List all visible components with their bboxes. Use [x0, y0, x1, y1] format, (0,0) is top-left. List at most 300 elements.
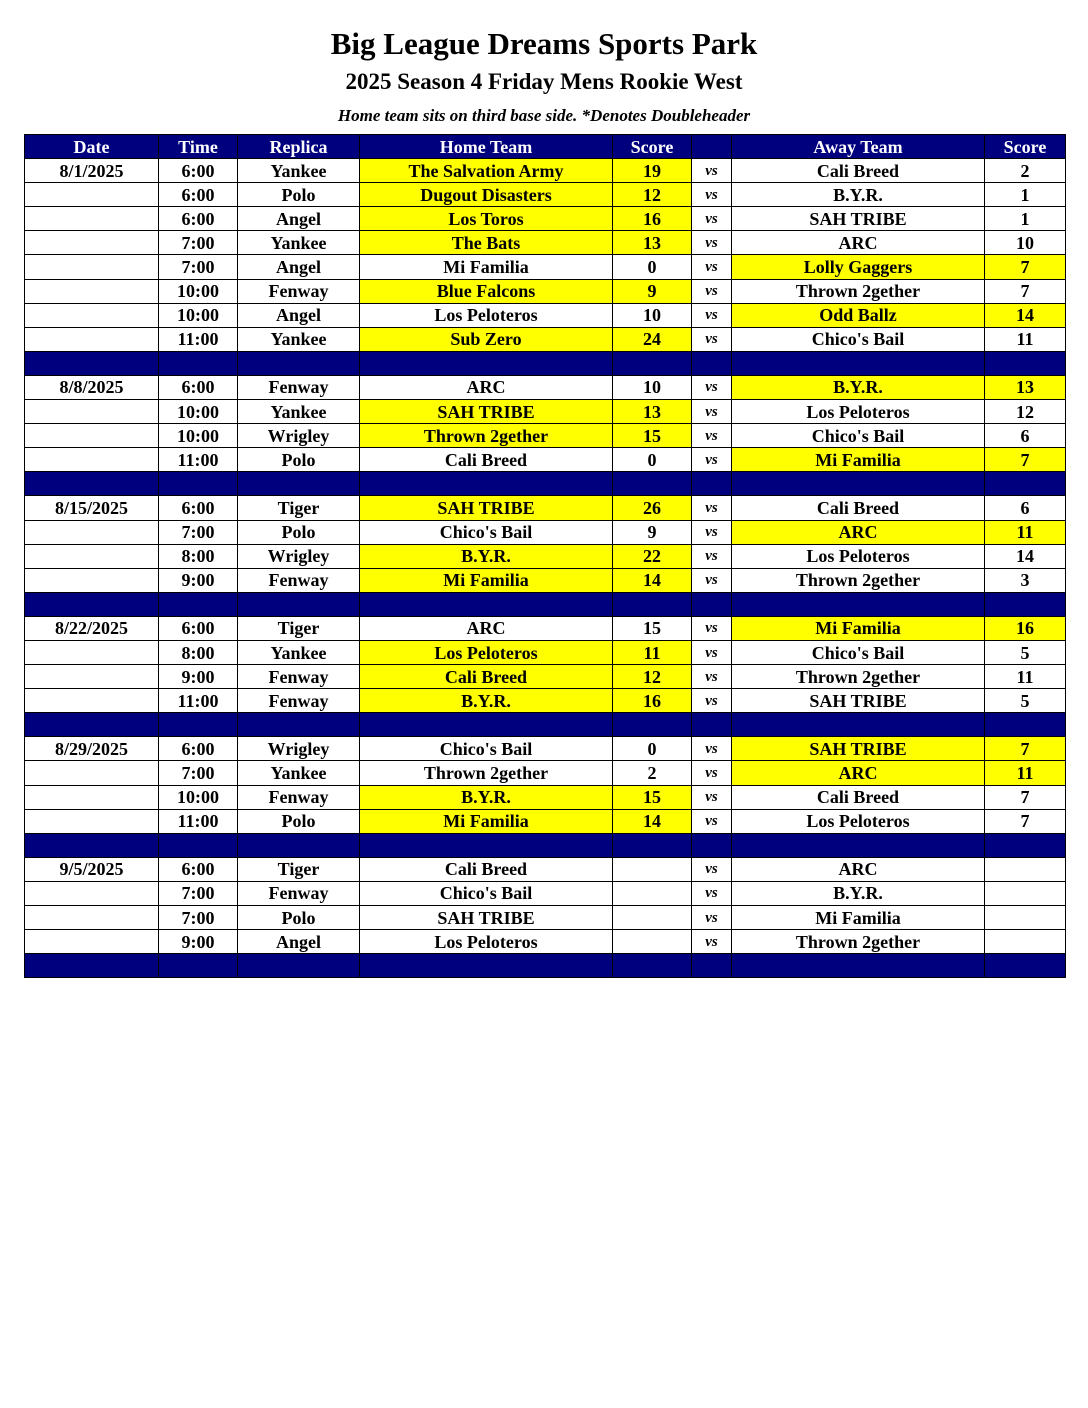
away-score-cell — [985, 881, 1066, 905]
separator-cell — [159, 351, 238, 375]
table-row — [25, 424, 1066, 448]
separator-cell — [25, 592, 159, 616]
separator-cell — [613, 351, 692, 375]
page-subtitle: 2025 Season 4 Friday Mens Rookie West — [345, 69, 743, 94]
away-score-cell: 16 — [985, 616, 1066, 640]
home-team-cell: Sub Zero — [360, 327, 613, 351]
away-team-cell: Thrown 2gether — [732, 279, 985, 303]
vs-cell: vs — [692, 640, 732, 664]
away-score-cell: 13 — [985, 375, 1066, 399]
time-cell: 7:00 — [159, 255, 238, 279]
away-score-cell: 11 — [985, 665, 1066, 689]
home-score-cell: 13 — [613, 400, 692, 424]
home-score-cell: 14 — [613, 568, 692, 592]
away-score-cell: 14 — [985, 544, 1066, 568]
replica-cell: Yankee — [238, 327, 360, 351]
away-score-cell: 7 — [985, 279, 1066, 303]
home-score-cell: 10 — [613, 375, 692, 399]
separator-cell — [360, 472, 613, 496]
date-cell — [25, 881, 159, 905]
replica-cell: Fenway — [238, 881, 360, 905]
away-score-cell: 7 — [985, 785, 1066, 809]
separator-cell — [732, 592, 985, 616]
time-cell: 7:00 — [159, 761, 238, 785]
time-cell: 10:00 — [159, 279, 238, 303]
home-team-cell: Blue Falcons — [360, 279, 613, 303]
vs-cell: vs — [692, 255, 732, 279]
home-team-cell: Los Peloteros — [360, 930, 613, 954]
table-row — [25, 375, 1066, 399]
table-row — [25, 809, 1066, 833]
away-team-cell: Thrown 2gether — [732, 930, 985, 954]
replica-cell: Wrigley — [238, 424, 360, 448]
time-cell: 8:00 — [159, 640, 238, 664]
away-team-cell: Odd Ballz — [732, 303, 985, 327]
separator-cell — [732, 713, 985, 737]
table-row — [25, 761, 1066, 785]
vs-cell: vs — [692, 496, 732, 520]
separator-cell — [692, 351, 732, 375]
replica-cell: Wrigley — [238, 737, 360, 761]
separator-cell — [732, 833, 985, 857]
week-separator-row — [25, 592, 1066, 616]
home-score-cell: 13 — [613, 231, 692, 255]
separator-cell — [613, 713, 692, 737]
home-score-cell: 14 — [613, 809, 692, 833]
time-cell: 6:00 — [159, 496, 238, 520]
date-cell — [25, 761, 159, 785]
away-team-cell: Thrown 2gether — [732, 568, 985, 592]
separator-cell — [692, 713, 732, 737]
home-score-cell: 12 — [613, 665, 692, 689]
date-cell — [25, 207, 159, 231]
table-row — [25, 930, 1066, 954]
home-score-cell: 12 — [613, 183, 692, 207]
separator-cell — [985, 351, 1066, 375]
vs-cell: vs — [692, 183, 732, 207]
vs-cell: vs — [692, 737, 732, 761]
table-row — [25, 231, 1066, 255]
home-score-cell: 15 — [613, 785, 692, 809]
separator-cell — [732, 472, 985, 496]
separator-cell — [985, 954, 1066, 978]
away-score-cell — [985, 857, 1066, 881]
date-cell — [25, 400, 159, 424]
vs-cell: vs — [692, 785, 732, 809]
column-header-date: Date — [25, 135, 159, 159]
away-team-cell: Cali Breed — [732, 496, 985, 520]
replica-cell: Fenway — [238, 665, 360, 689]
away-team-cell: ARC — [732, 520, 985, 544]
separator-cell — [613, 833, 692, 857]
time-cell: 7:00 — [159, 520, 238, 544]
home-team-cell: Thrown 2gether — [360, 761, 613, 785]
replica-cell: Fenway — [238, 375, 360, 399]
vs-cell: vs — [692, 207, 732, 231]
separator-cell — [159, 833, 238, 857]
away-team-cell: Cali Breed — [732, 785, 985, 809]
table-row — [25, 689, 1066, 713]
away-team-cell: B.Y.R. — [732, 375, 985, 399]
vs-cell: vs — [692, 761, 732, 785]
vs-cell: vs — [692, 279, 732, 303]
away-team-cell: Mi Familia — [732, 448, 985, 472]
away-team-cell: B.Y.R. — [732, 881, 985, 905]
home-score-cell — [613, 906, 692, 930]
separator-cell — [25, 954, 159, 978]
table-row — [25, 279, 1066, 303]
date-cell — [25, 424, 159, 448]
home-score-cell — [613, 881, 692, 905]
column-header-vs — [692, 135, 732, 159]
time-cell: 9:00 — [159, 930, 238, 954]
vs-cell: vs — [692, 327, 732, 351]
separator-cell — [360, 351, 613, 375]
replica-cell: Angel — [238, 930, 360, 954]
home-team-cell: B.Y.R. — [360, 689, 613, 713]
away-team-cell: SAH TRIBE — [732, 207, 985, 231]
away-team-cell: Mi Familia — [732, 616, 985, 640]
home-team-cell: B.Y.R. — [360, 785, 613, 809]
away-score-cell: 10 — [985, 231, 1066, 255]
week-separator-row — [25, 472, 1066, 496]
separator-cell — [732, 351, 985, 375]
away-team-cell: Mi Familia — [732, 906, 985, 930]
date-cell: 8/29/2025 — [25, 737, 159, 761]
separator-cell — [360, 954, 613, 978]
time-cell: 7:00 — [159, 881, 238, 905]
away-score-cell: 5 — [985, 640, 1066, 664]
away-team-cell: ARC — [732, 231, 985, 255]
table-row — [25, 303, 1066, 327]
home-team-cell: Mi Familia — [360, 568, 613, 592]
home-score-cell: 11 — [613, 640, 692, 664]
separator-cell — [692, 472, 732, 496]
replica-cell: Fenway — [238, 279, 360, 303]
away-score-cell: 1 — [985, 207, 1066, 231]
separator-cell — [238, 713, 360, 737]
week-separator-row — [25, 713, 1066, 737]
time-cell: 9:00 — [159, 568, 238, 592]
replica-cell: Tiger — [238, 857, 360, 881]
replica-cell: Polo — [238, 906, 360, 930]
away-team-cell: Chico's Bail — [732, 424, 985, 448]
time-cell: 10:00 — [159, 400, 238, 424]
home-team-cell: Dugout Disasters — [360, 183, 613, 207]
home-team-cell: SAH TRIBE — [360, 496, 613, 520]
separator-cell — [159, 592, 238, 616]
away-team-cell: SAH TRIBE — [732, 737, 985, 761]
away-score-cell: 11 — [985, 327, 1066, 351]
vs-cell: vs — [692, 568, 732, 592]
time-cell: 6:00 — [159, 737, 238, 761]
separator-cell — [360, 833, 613, 857]
separator-cell — [613, 954, 692, 978]
away-score-cell: 6 — [985, 496, 1066, 520]
time-cell: 9:00 — [159, 665, 238, 689]
date-cell — [25, 183, 159, 207]
separator-cell — [238, 472, 360, 496]
schedule-note: Home team sits on third base side. *Denotes Doubleheader — [337, 106, 751, 125]
replica-cell: Tiger — [238, 616, 360, 640]
table-row — [25, 207, 1066, 231]
column-header-time: Time — [159, 135, 238, 159]
home-score-cell: 10 — [613, 303, 692, 327]
separator-cell — [613, 472, 692, 496]
vs-cell: vs — [692, 520, 732, 544]
separator-cell — [692, 954, 732, 978]
replica-cell: Fenway — [238, 568, 360, 592]
table-row — [25, 400, 1066, 424]
away-score-cell: 14 — [985, 303, 1066, 327]
separator-cell — [985, 472, 1066, 496]
time-cell: 6:00 — [159, 159, 238, 183]
vs-cell: vs — [692, 616, 732, 640]
away-team-cell: Los Peloteros — [732, 400, 985, 424]
replica-cell: Yankee — [238, 400, 360, 424]
table-row — [25, 544, 1066, 568]
vs-cell: vs — [692, 809, 732, 833]
away-score-cell: 6 — [985, 424, 1066, 448]
home-team-cell: Mi Familia — [360, 809, 613, 833]
separator-cell — [692, 592, 732, 616]
replica-cell: Angel — [238, 303, 360, 327]
date-cell: 9/5/2025 — [25, 857, 159, 881]
home-team-cell: Chico's Bail — [360, 881, 613, 905]
home-team-cell: The Salvation Army — [360, 159, 613, 183]
home-team-cell: Chico's Bail — [360, 737, 613, 761]
away-score-cell: 11 — [985, 761, 1066, 785]
home-score-cell: 16 — [613, 689, 692, 713]
table-row — [25, 616, 1066, 640]
home-team-cell: Cali Breed — [360, 857, 613, 881]
date-cell — [25, 809, 159, 833]
away-score-cell: 7 — [985, 255, 1066, 279]
date-cell: 8/22/2025 — [25, 616, 159, 640]
time-cell: 11:00 — [159, 448, 238, 472]
vs-cell: vs — [692, 231, 732, 255]
time-cell: 11:00 — [159, 809, 238, 833]
away-team-cell: ARC — [732, 857, 985, 881]
home-score-cell: 15 — [613, 616, 692, 640]
column-header-away-score: Score — [985, 135, 1066, 159]
table-row — [25, 448, 1066, 472]
table-header-row — [25, 135, 1066, 159]
vs-cell: vs — [692, 400, 732, 424]
date-cell — [25, 640, 159, 664]
table-row — [25, 159, 1066, 183]
table-row — [25, 640, 1066, 664]
table-row — [25, 520, 1066, 544]
away-team-cell: Thrown 2gether — [732, 665, 985, 689]
away-team-cell: ARC — [732, 761, 985, 785]
replica-cell: Angel — [238, 207, 360, 231]
replica-cell: Polo — [238, 520, 360, 544]
vs-cell: vs — [692, 689, 732, 713]
away-score-cell: 7 — [985, 448, 1066, 472]
table-row — [25, 737, 1066, 761]
vs-cell: vs — [692, 424, 732, 448]
separator-cell — [159, 713, 238, 737]
separator-cell — [238, 351, 360, 375]
separator-cell — [159, 472, 238, 496]
separator-cell — [732, 954, 985, 978]
away-score-cell: 5 — [985, 689, 1066, 713]
week-separator-row — [25, 833, 1066, 857]
date-cell — [25, 520, 159, 544]
date-cell — [25, 231, 159, 255]
date-cell — [25, 448, 159, 472]
separator-cell — [25, 713, 159, 737]
home-score-cell: 22 — [613, 544, 692, 568]
separator-cell — [985, 592, 1066, 616]
away-team-cell: Cali Breed — [732, 159, 985, 183]
date-cell — [25, 665, 159, 689]
away-score-cell — [985, 906, 1066, 930]
time-cell: 10:00 — [159, 785, 238, 809]
separator-cell — [613, 592, 692, 616]
home-team-cell: Los Toros — [360, 207, 613, 231]
home-team-cell: Los Peloteros — [360, 303, 613, 327]
table-row — [25, 183, 1066, 207]
date-cell: 8/15/2025 — [25, 496, 159, 520]
home-score-cell: 16 — [613, 207, 692, 231]
separator-cell — [238, 592, 360, 616]
time-cell: 7:00 — [159, 231, 238, 255]
table-row — [25, 496, 1066, 520]
replica-cell: Angel — [238, 255, 360, 279]
replica-cell: Yankee — [238, 761, 360, 785]
away-score-cell: 2 — [985, 159, 1066, 183]
date-cell — [25, 930, 159, 954]
table-row — [25, 255, 1066, 279]
replica-cell: Yankee — [238, 640, 360, 664]
separator-cell — [238, 954, 360, 978]
home-score-cell: 26 — [613, 496, 692, 520]
time-cell: 6:00 — [159, 183, 238, 207]
replica-cell: Fenway — [238, 689, 360, 713]
table-row — [25, 665, 1066, 689]
vs-cell: vs — [692, 881, 732, 905]
table-row — [25, 785, 1066, 809]
date-cell — [25, 568, 159, 592]
date-cell: 8/8/2025 — [25, 375, 159, 399]
separator-cell — [238, 833, 360, 857]
date-cell — [25, 279, 159, 303]
vs-cell: vs — [692, 857, 732, 881]
time-cell: 11:00 — [159, 327, 238, 351]
home-team-cell: SAH TRIBE — [360, 400, 613, 424]
replica-cell: Polo — [238, 448, 360, 472]
replica-cell: Yankee — [238, 231, 360, 255]
vs-cell: vs — [692, 303, 732, 327]
time-cell: 6:00 — [159, 207, 238, 231]
table-row — [25, 857, 1066, 881]
home-score-cell: 9 — [613, 279, 692, 303]
vs-cell: vs — [692, 906, 732, 930]
away-team-cell: SAH TRIBE — [732, 689, 985, 713]
date-cell — [25, 906, 159, 930]
home-score-cell: 0 — [613, 255, 692, 279]
separator-cell — [25, 472, 159, 496]
away-score-cell — [985, 930, 1066, 954]
away-score-cell: 7 — [985, 809, 1066, 833]
home-score-cell: 15 — [613, 424, 692, 448]
home-score-cell: 0 — [613, 448, 692, 472]
separator-cell — [25, 833, 159, 857]
home-score-cell — [613, 930, 692, 954]
away-score-cell: 11 — [985, 520, 1066, 544]
home-score-cell: 19 — [613, 159, 692, 183]
separator-cell — [159, 954, 238, 978]
replica-cell: Tiger — [238, 496, 360, 520]
replica-cell: Polo — [238, 809, 360, 833]
time-cell: 10:00 — [159, 424, 238, 448]
schedule-body — [25, 159, 1066, 978]
time-cell: 10:00 — [159, 303, 238, 327]
date-cell — [25, 689, 159, 713]
separator-cell — [360, 592, 613, 616]
table-row — [25, 568, 1066, 592]
vs-cell: vs — [692, 544, 732, 568]
vs-cell: vs — [692, 930, 732, 954]
vs-cell: vs — [692, 448, 732, 472]
away-score-cell: 7 — [985, 737, 1066, 761]
away-team-cell: Chico's Bail — [732, 327, 985, 351]
column-header-home-team: Home Team — [360, 135, 613, 159]
vs-cell: vs — [692, 665, 732, 689]
home-team-cell: ARC — [360, 616, 613, 640]
table-row — [25, 906, 1066, 930]
replica-cell: Polo — [238, 183, 360, 207]
time-cell: 6:00 — [159, 857, 238, 881]
page-title: Big League Dreams Sports Park — [330, 26, 758, 61]
replica-cell: Fenway — [238, 785, 360, 809]
away-team-cell: Chico's Bail — [732, 640, 985, 664]
home-score-cell: 24 — [613, 327, 692, 351]
table-row — [25, 327, 1066, 351]
date-cell — [25, 255, 159, 279]
home-team-cell: Mi Familia — [360, 255, 613, 279]
time-cell: 6:00 — [159, 375, 238, 399]
date-cell — [25, 544, 159, 568]
home-team-cell: B.Y.R. — [360, 544, 613, 568]
home-team-cell: Chico's Bail — [360, 520, 613, 544]
home-team-cell: ARC — [360, 375, 613, 399]
time-cell: 11:00 — [159, 689, 238, 713]
separator-cell — [985, 713, 1066, 737]
schedule-table — [24, 134, 1066, 978]
home-team-cell: Cali Breed — [360, 665, 613, 689]
home-team-cell: SAH TRIBE — [360, 906, 613, 930]
away-team-cell: Lolly Gaggers — [732, 255, 985, 279]
home-score-cell: 9 — [613, 520, 692, 544]
date-cell — [25, 785, 159, 809]
replica-cell: Wrigley — [238, 544, 360, 568]
home-score-cell — [613, 857, 692, 881]
home-score-cell: 2 — [613, 761, 692, 785]
column-header-home-score: Score — [613, 135, 692, 159]
time-cell: 7:00 — [159, 906, 238, 930]
date-cell — [25, 303, 159, 327]
home-team-cell: Los Peloteros — [360, 640, 613, 664]
date-cell: 8/1/2025 — [25, 159, 159, 183]
separator-cell — [692, 833, 732, 857]
away-score-cell: 1 — [985, 183, 1066, 207]
home-score-cell: 0 — [613, 737, 692, 761]
away-team-cell: Los Peloteros — [732, 544, 985, 568]
vs-cell: vs — [692, 375, 732, 399]
